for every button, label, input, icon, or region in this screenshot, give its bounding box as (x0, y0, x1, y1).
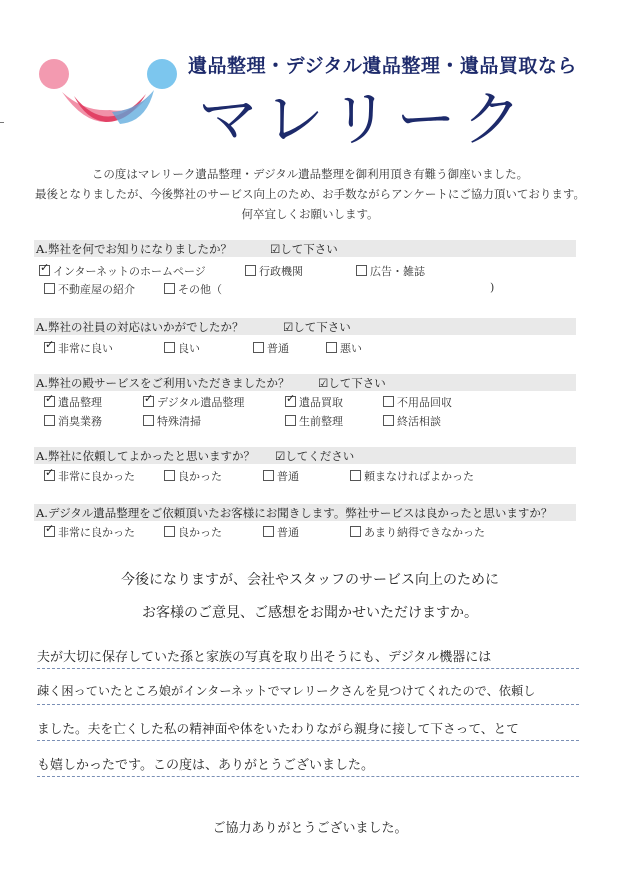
question-3-instruction: ☑して下さい (318, 376, 386, 390)
intro-line-2: 最後となりましたが、今後弊社のサービス向上のため、お手数ながらアンケートにご協力頂いております。 (35, 187, 585, 201)
option-checkbox[interactable]: ✓遺品整理 (44, 394, 102, 410)
brand-name: マレリーク (198, 85, 528, 155)
margin-mark (0, 122, 4, 123)
checkbox-icon (326, 342, 337, 353)
logo-left-dot (39, 59, 69, 89)
checkbox-icon (44, 415, 55, 426)
logo-smile-blue (112, 90, 154, 124)
checkbox-icon (164, 342, 175, 353)
logo-right-dot (147, 59, 177, 89)
question-1: A.弊社を何でお知りになりましたか？ (36, 242, 232, 256)
option-checkbox[interactable]: 広告・雑誌 (356, 263, 425, 279)
option-checkbox[interactable]: 生前整理 (285, 413, 343, 429)
intro-line-1: この度はマレリーク遺品整理・デジタル遺品整理を御利用頂き有難う御座いました。 (91, 167, 529, 181)
handwritten-line-4: も嬉しかったです。この度は、ありがとうございました。 (37, 758, 374, 773)
checkbox-icon (356, 265, 367, 276)
checkbox-checked-icon (39, 265, 50, 276)
checkbox-checked-icon (143, 396, 154, 407)
option-checkbox[interactable]: 不動産屋の紹介 (44, 281, 135, 297)
checkbox-icon (383, 396, 394, 407)
checkbox-icon (263, 526, 274, 537)
option-checkbox[interactable]: ✓非常に良かった (44, 468, 135, 484)
checkbox-checked-icon (44, 396, 55, 407)
checkbox-icon (263, 470, 274, 481)
option-checkbox[interactable]: 頼まなければよかった (350, 468, 474, 484)
checkbox-icon (245, 265, 256, 276)
option-checkbox[interactable]: 悪い (326, 340, 362, 356)
handwritten-line-2: 疎く困っていたところ娘がインターネットでマレリークさんを見つけてくれたので、依頼し (37, 684, 536, 698)
option-checkbox[interactable]: 消臭業務 (44, 413, 102, 429)
checkbox-icon (253, 342, 264, 353)
checkbox-checked-icon (44, 470, 55, 481)
checkbox-icon (164, 283, 175, 294)
option-checkbox[interactable]: 普通 (263, 468, 299, 484)
header-tagline: 遺品整理・デジタル遺品整理・遺品買取なら (188, 55, 577, 77)
answer-line (37, 740, 579, 741)
checkbox-icon (350, 526, 361, 537)
checkbox-icon (285, 415, 296, 426)
question-2-instruction: ☑して下さい (283, 320, 351, 334)
closing-message: ご協力ありがとうございました。 (212, 821, 408, 836)
option-checkbox[interactable]: 良かった (164, 468, 222, 484)
question-3: A.弊社の殿サービスをご利用いただきましたか？ (36, 376, 290, 390)
option-checkbox[interactable]: 良かった (164, 524, 222, 540)
question-4-instruction: ☑してください (275, 449, 355, 463)
option-checkbox[interactable]: 特殊清掃 (143, 413, 201, 429)
answer-line (37, 704, 579, 705)
checkbox-icon (383, 415, 394, 426)
option-checkbox[interactable]: 不用品回収 (383, 394, 452, 410)
question-2: A.弊社の社員の対応はいかがでしたか？ (36, 320, 244, 334)
option-checkbox[interactable]: 普通 (253, 340, 289, 356)
option-checkbox[interactable]: ✓ デジタル遺品整理 (143, 394, 244, 410)
handwritten-line-1: 夫が大切に保存していた孫と家族の写真を取り出そうにも、デジタル機器には (37, 650, 492, 665)
option-checkbox[interactable]: ✓ 遺品買取 (285, 394, 343, 410)
other-close-paren: ) (490, 281, 495, 294)
question-1-instruction: ☑して下さい (270, 242, 338, 256)
answer-line (37, 668, 579, 669)
handwritten-line-3: ました。夫を亡くした私の精神面や体をいたわりながら親身に接して下さって、とて (37, 721, 519, 736)
option-checkbox[interactable]: 行政機関 (245, 263, 303, 279)
checkbox-checked-icon (285, 396, 296, 407)
checkbox-icon (164, 470, 175, 481)
option-checkbox[interactable]: あまり納得できなかった (350, 524, 485, 540)
checkbox-icon (44, 283, 55, 294)
checkbox-checked-icon (44, 342, 55, 353)
option-checkbox[interactable]: その他（ (164, 281, 222, 297)
option-checkbox[interactable]: ✓非常に良い (44, 340, 113, 356)
option-checkbox[interactable]: 良い (164, 340, 200, 356)
answer-line (37, 776, 579, 777)
option-checkbox[interactable]: ✓非常に良かった (44, 524, 135, 540)
checkbox-icon (143, 415, 154, 426)
checkbox-checked-icon (44, 526, 55, 537)
option-checkbox[interactable]: 終活相談 (383, 413, 441, 429)
checkbox-icon (164, 526, 175, 537)
checkbox-icon (350, 470, 361, 481)
logo-mark (34, 52, 184, 142)
question-5: A.デジタル遺品整理をご依頼頂いたお客様にお聞きします。弊社サービスは良かったと思いますか？ (36, 506, 553, 520)
question-4: A.弊社に依頼してよかったと思いますか？ (36, 449, 255, 463)
intro-line-3: 何卒宜しくお願いします。 (241, 207, 379, 221)
feedback-prompt-line-2: お客様のご意見、ご感想をお聞かせいただけますか。 (142, 605, 478, 621)
option-checkbox[interactable]: 普通 (263, 524, 299, 540)
option-checkbox[interactable]: ✓インターネットのホームページ (39, 263, 206, 279)
feedback-prompt-line-1: 今後になりますが、会社やスタッフのサービス向上のために (121, 572, 499, 588)
